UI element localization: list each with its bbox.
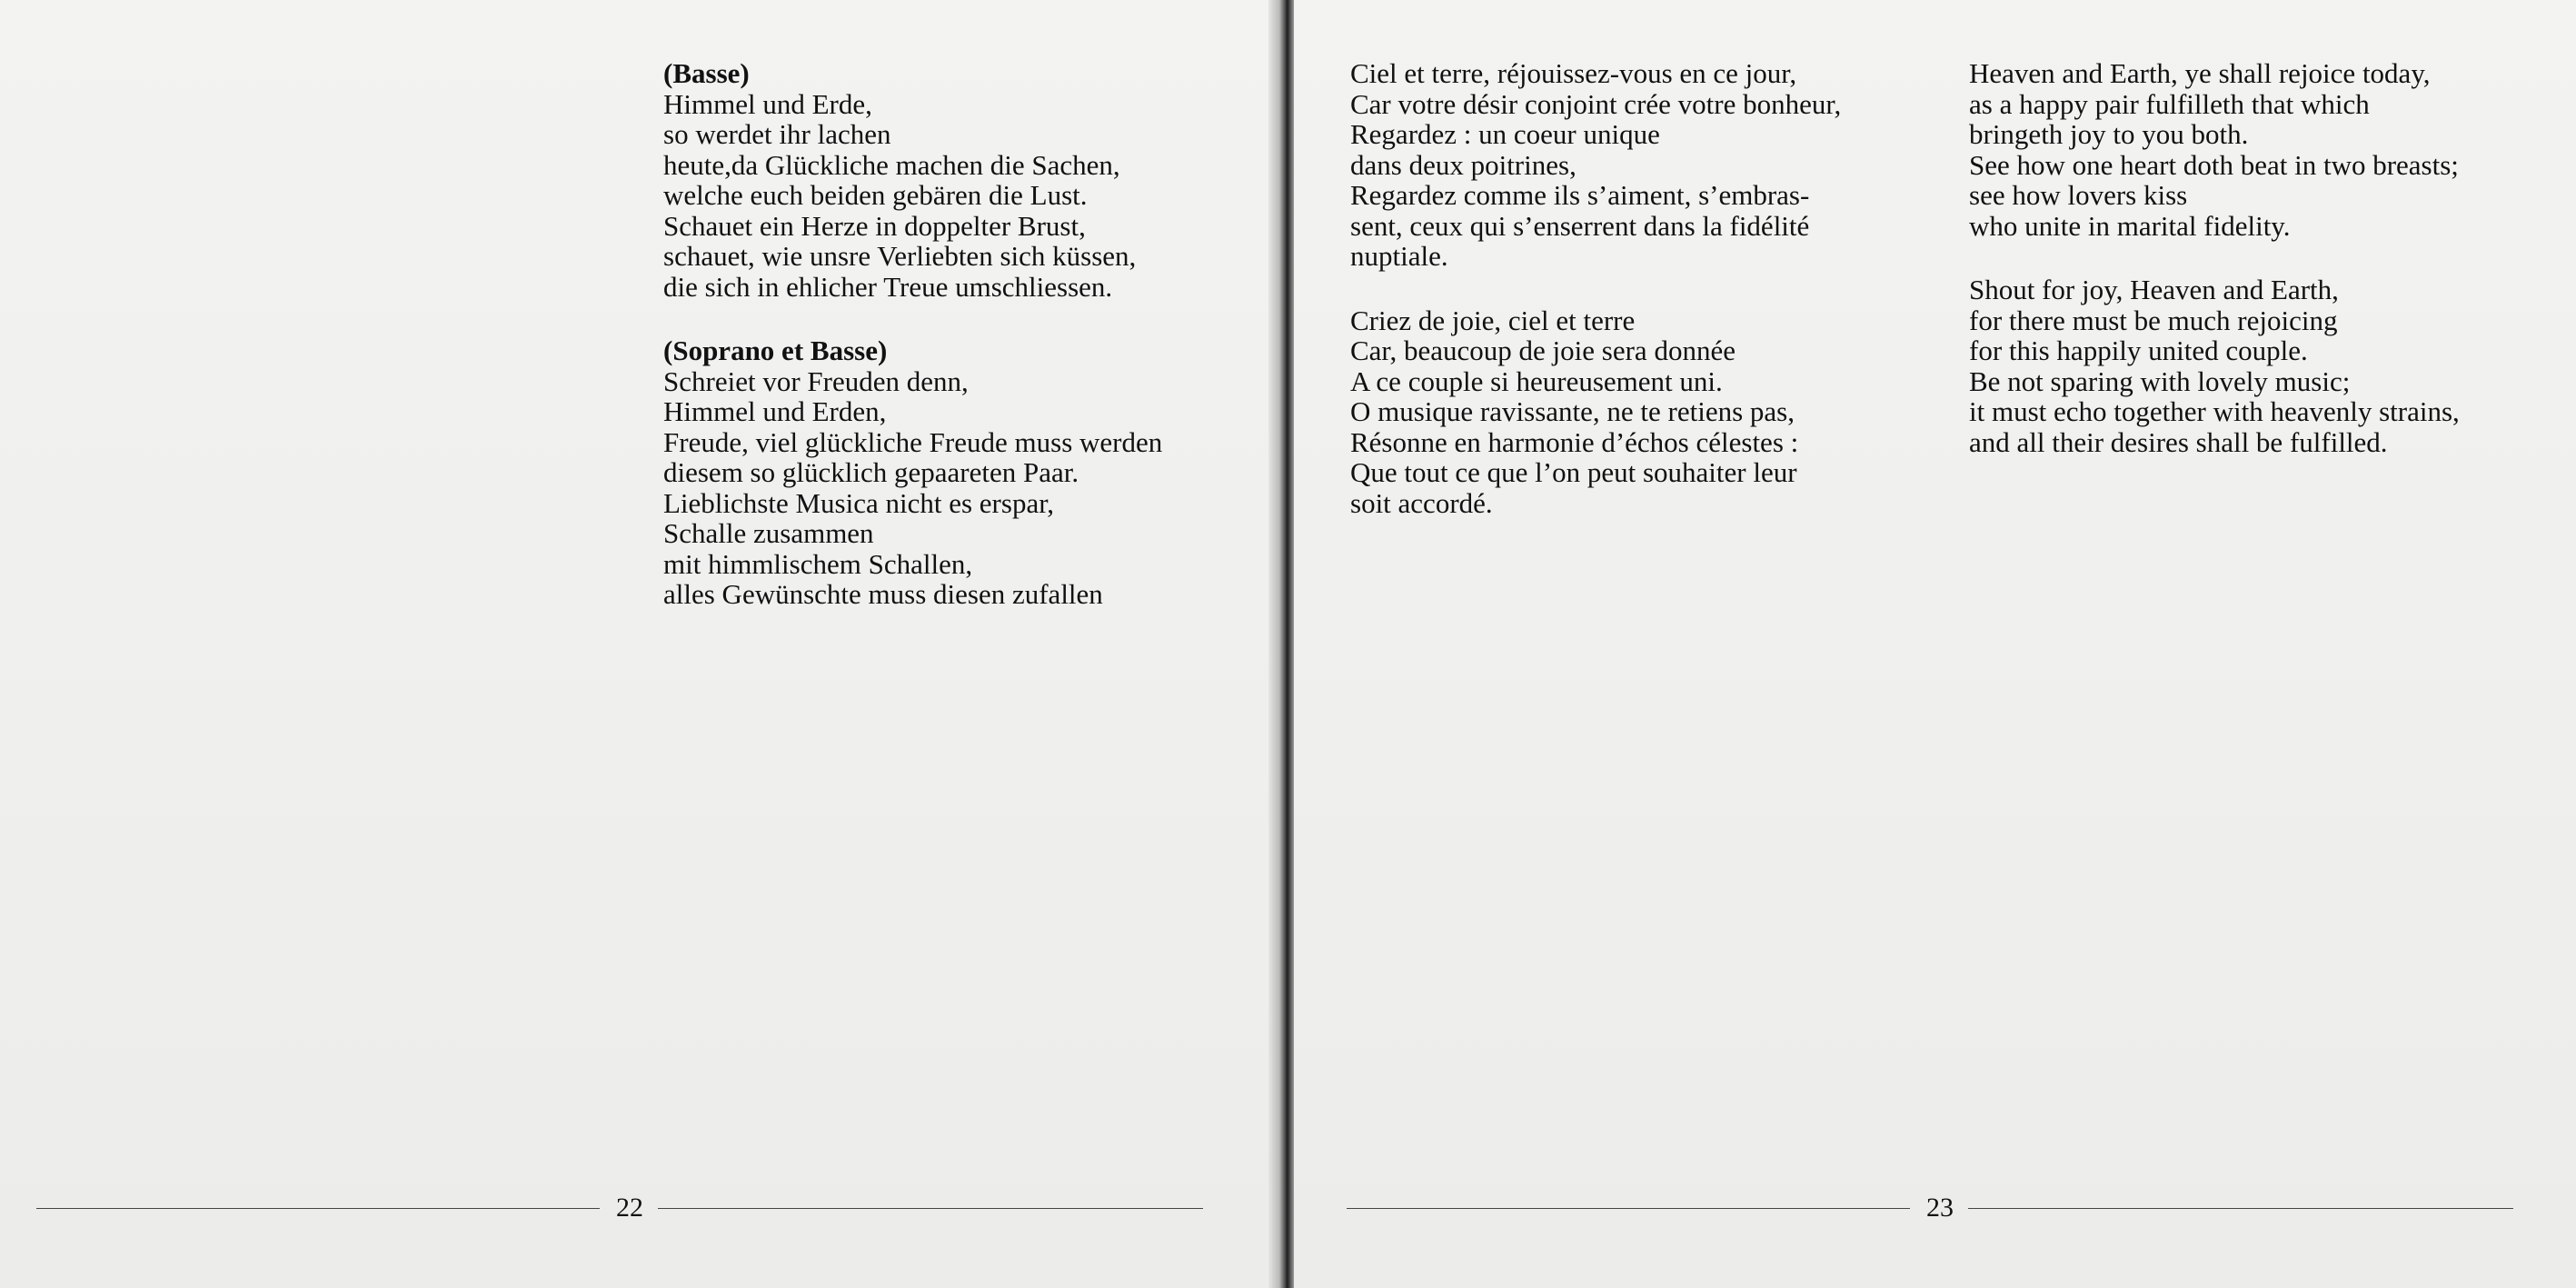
- text-line: schauet, wie unsre Verliebten sich küssen,: [663, 240, 1137, 272]
- text-line: Freude, viel glückliche Freude muss werden: [663, 425, 1163, 458]
- text-line: so werdet ihr lachen: [663, 118, 891, 150]
- text-line: Lieblichste Musica nicht es erspar,: [663, 486, 1055, 519]
- page-number: 23: [1926, 1193, 1954, 1223]
- text-line: Que tout ce que l’on peut souhaiter leur: [1350, 456, 1797, 488]
- footer-rule: [36, 1208, 600, 1209]
- stanza-heading-soprano-basse: (Soprano et Basse): [663, 334, 888, 366]
- text-line: heute,da Glückliche machen die Sachen,: [663, 148, 1120, 181]
- text-line: dans deux poitrines,: [1350, 148, 1576, 181]
- text-line: for there must be much rejoicing: [1969, 304, 2338, 336]
- english-text-column: [1969, 58, 2460, 457]
- text-line: soit accordé.: [1350, 486, 1493, 519]
- text-line: Heaven and Earth, ye shall rejoice today,: [1969, 57, 2431, 89]
- stanza-gap: [663, 302, 1162, 335]
- text-line: see how lovers kiss: [1969, 179, 2188, 211]
- text-line: Himmel und Erden,: [663, 395, 887, 427]
- text-line: Résonne en harmonie d’échos célestes :: [1350, 425, 1799, 458]
- text-line: Ciel et terre, réjouissez-vous en ce jour,: [1350, 57, 1797, 89]
- text-line: Car votre désir conjoint crée votre bonheur,: [1350, 87, 1842, 120]
- text-line: diesem so glücklich gepaareten Paar.: [663, 456, 1079, 488]
- text-line: Schauet ein Herze in doppelter Brust,: [663, 209, 1086, 242]
- text-line: welche euch beiden gebären die Lust.: [663, 179, 1088, 211]
- page-number: 22: [616, 1193, 643, 1223]
- text-line: alles Gewünschte muss diesen zufallen: [663, 578, 1103, 610]
- french-text-column: [1350, 58, 1841, 518]
- text-line: nuptiale.: [1350, 240, 1448, 272]
- left-page: [0, 0, 1276, 1288]
- text-line: See how one heart doth beat in two breasts;: [1969, 148, 2459, 181]
- text-line: and all their desires shall be fulfilled.: [1969, 425, 2388, 458]
- stanza-gap: [1350, 272, 1841, 305]
- text-line: Regardez : un coeur unique: [1350, 118, 1660, 150]
- footer-rule: [1968, 1208, 2513, 1209]
- text-line: Regardez comme ils s’aiment, s’embras-: [1350, 179, 1810, 211]
- right-page-footer: [1347, 1194, 2528, 1222]
- text-line: O musique ravissante, ne te retiens pas,: [1350, 395, 1795, 427]
- text-line: die sich in ehlicher Treue umschliessen.: [663, 270, 1113, 303]
- text-line: A ce couple si heureusement uni.: [1350, 364, 1723, 397]
- stanza-gap: [1969, 241, 2460, 275]
- text-line: for this happily united couple.: [1969, 334, 2308, 366]
- german-text-column: [663, 58, 1162, 610]
- text-line: mit himmlischem Schallen,: [663, 547, 973, 580]
- text-line: Car, beaucoup de joie sera donnée: [1350, 334, 1736, 366]
- text-line: Schreiet vor Freuden denn,: [663, 364, 969, 397]
- text-line: sent, ceux qui s’enserrent dans la fidélité: [1350, 209, 1810, 242]
- text-line: bringeth joy to you both.: [1969, 118, 2249, 150]
- footer-rule: [1347, 1208, 1910, 1209]
- left-page-footer: [36, 1194, 1218, 1222]
- text-line: Shout for joy, Heaven and Earth,: [1969, 274, 2339, 305]
- text-line: it must echo together with heavenly strains,: [1969, 395, 2460, 427]
- text-line: Himmel und Erde,: [663, 87, 872, 120]
- text-line: Be not sparing with lovely music;: [1969, 364, 2351, 397]
- text-line: Criez de joie, ciel et terre: [1350, 304, 1636, 336]
- stanza-heading-basse: (Basse): [663, 57, 750, 89]
- text-line: as a happy pair fulfilleth that which: [1969, 87, 2370, 120]
- footer-rule: [658, 1208, 1203, 1209]
- text-line: who unite in marital fidelity.: [1969, 209, 2291, 242]
- text-line: Schalle zusammen: [663, 517, 874, 549]
